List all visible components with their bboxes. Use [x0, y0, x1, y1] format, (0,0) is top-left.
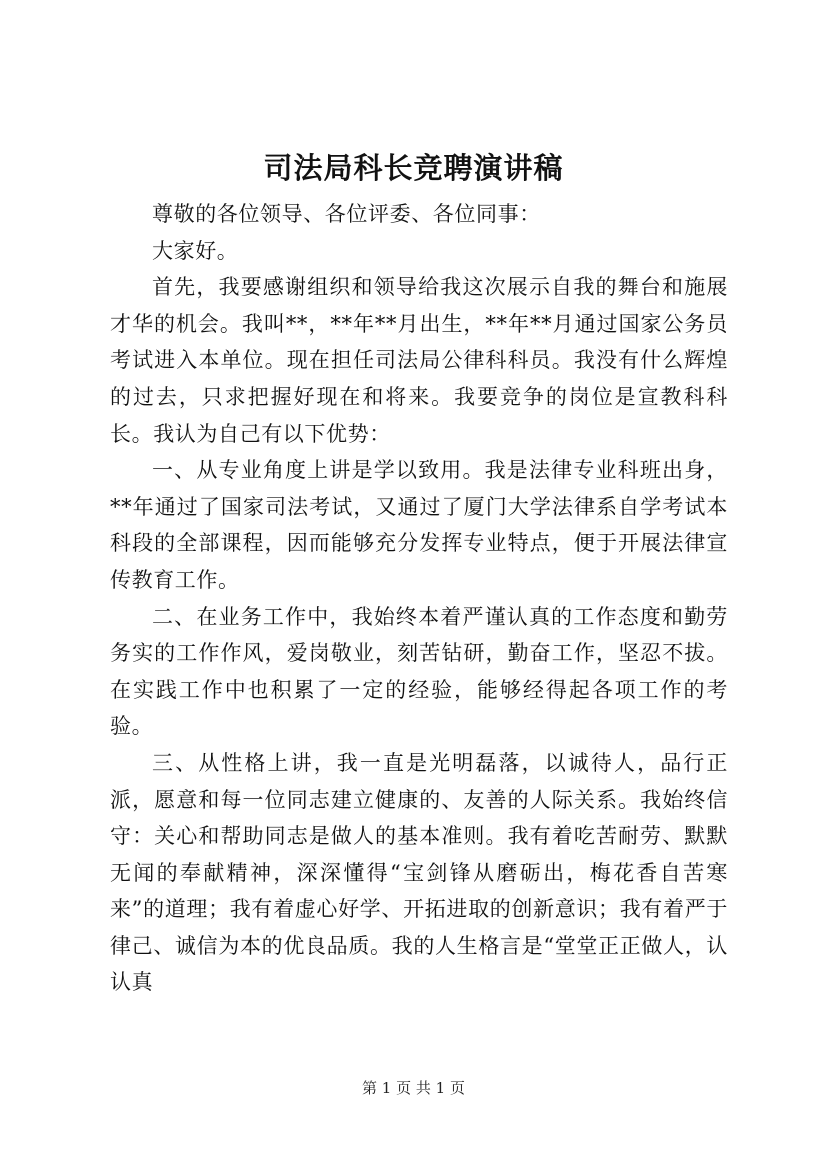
advantage-three-paragraph: 三、从性格上讲，我一直是光明磊落，以诚待人，品行正派，愿意和每一位同志建立健康的、友善的人际关系。我始终信守：关心和帮助同志是做人的基本准则。我有着吃苦耐劳、默默无闻的奉献精神，深深懂得“宝剑锋从磨砺出，梅花香自苦寒来”的道理；我有着虚心好学、开拓进取的创新意识；我有着严于律己、诚信为本的优良品质。我的人生格言是“堂堂正正做人，认认真: [110, 750, 728, 995]
intro-paragraph: 首先，我要感谢组织和领导给我这次展示自我的舞台和施展才华的机会。我叫**，**年**月出生，**年**月通过国家公务员考试进入本单位。现在担任司法局公律科科员。我没有什么辉煌的过去，只求把握好现在和将来。我要竞争的岗位是宣教科科长。我认为自己有以下优势：: [110, 275, 728, 446]
document-title: 司法局科长竞聘演讲稿: [263, 151, 564, 185]
page-number-footer: 第 1 页 共 1 页: [362, 1079, 465, 1097]
advantage-one-paragraph: 一、从专业角度上讲是学以致用。我是法律专业科班出身，**年通过了国家司法考试，又通过了厦门大学法律系自学考试本科段的全部课程，因而能够充分发挥专业特点，便于开展法律宣传教育工作。: [110, 458, 728, 592]
salutation-paragraph: 尊敬的各位领导、各位评委、各位同事：: [152, 202, 541, 226]
advantage-two-paragraph: 二、在业务工作中，我始终本着严谨认真的工作态度和勤劳务实的工作作风，爱岗敬业，刻苦钻研，勤奋工作，坚忍不拔。在实践工作中也积累了一定的经验，能够经得起各项工作的考验。: [110, 604, 728, 739]
document-body: [110, 196, 728, 1001]
greeting-paragraph: 大家好。: [152, 238, 239, 263]
